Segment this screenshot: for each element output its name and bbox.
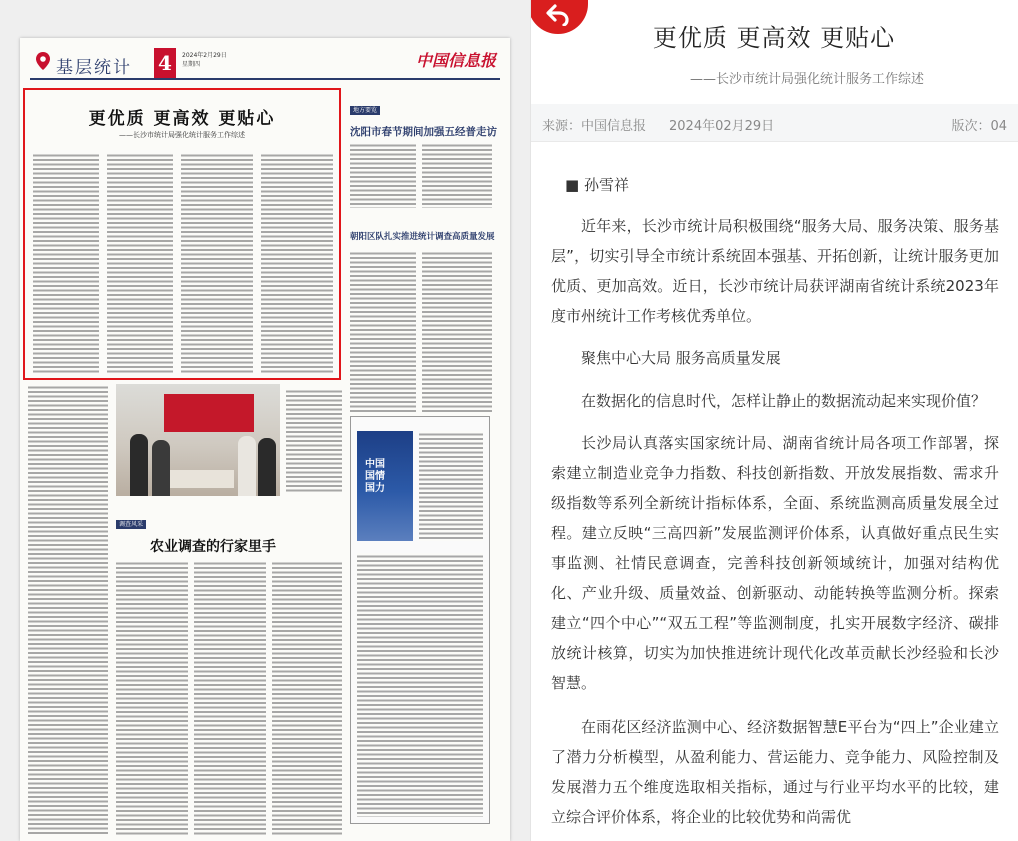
newspaper-masthead <box>30 46 500 80</box>
article-date: 2024年02月29日 <box>669 119 775 134</box>
highlighted-article-frame[interactable] <box>23 88 341 380</box>
scan-text-column <box>181 152 253 374</box>
scan-text-column <box>350 142 416 208</box>
section-name: 基层统计 <box>56 58 132 78</box>
article-meta-bar <box>531 104 1018 142</box>
scan-text-column <box>422 142 492 208</box>
article-paragraph: 在数据化的信息时代，怎样让静止的数据流动起来实现价值？ <box>581 392 987 410</box>
scan-text-column <box>422 250 492 412</box>
scan-text-column <box>107 152 173 374</box>
article-source: 来源：中国信息报 <box>542 119 647 134</box>
issue-weekday-line: 星期四 <box>182 61 201 68</box>
scan-text-column <box>33 152 99 374</box>
scan-headline-chaoyang: 朝阳区队扎实推进统计调查高质量发展 <box>350 232 495 242</box>
scan-text-column <box>194 560 266 836</box>
newspaper-logo: 中国信息报 <box>415 51 496 70</box>
article-subtitle: ——长沙市统计局强化统计服务工作综述 <box>689 72 924 87</box>
scan-text-column <box>116 560 188 836</box>
article-paragraph: 近年来，长沙市统计局积极围绕“服务大局、服务决策、服务基层”，切实引导全市统计系统固本强基、开拓创新，让统计服务更加优质、更加高效。近日，长沙市统计局获评湖南省统计系统2023年度市州统计工作考核优秀单位。 <box>551 217 999 325</box>
scan-headline-rural: 农业调查的行家里手 <box>150 539 276 555</box>
article-edition: 版次：04 <box>951 119 1007 134</box>
section-tag-local: 地方要览 <box>350 106 380 115</box>
article-reader-panel[interactable] <box>530 0 1018 841</box>
journal-cover <box>357 431 413 541</box>
scan-text-column <box>350 250 416 412</box>
page-number: 4 <box>154 48 176 78</box>
article-author: ■ 孙雪祥 <box>565 176 629 194</box>
article-paragraph: 在雨花区经济监测中心、经济数据智慧E平台为“四上”企业建立了潜力分析模型，从盈利能力、营运能力、竞争能力、风险控制及发展潜力五个维度选取相关指标，通过与行业平均水平的比较，建立综合评价体系，将企业的比较优势和尚需优 <box>551 718 999 826</box>
scan-text-column <box>272 560 342 836</box>
scan-text-column <box>286 388 342 492</box>
issue-date-line: 2024年2月29日 <box>182 52 227 59</box>
scan-article-subtitle: ——长沙市统计局强化统计服务工作综述 <box>119 131 245 139</box>
scan-text-column <box>28 384 108 834</box>
article-title: 更优质 更高效 更贴心 <box>652 24 896 52</box>
scan-text-column <box>357 553 483 817</box>
issue-date <box>182 51 227 69</box>
journal-cover-title: 中国国情国力 <box>365 459 385 494</box>
scan-headline-shenyang: 沈阳市春节期间加强五经普走访 <box>350 126 497 138</box>
article-paragraph: 长沙局认真落实国家统计局、湖南省统计局各项工作部署，探索建立制造业竞争力指数、科技创新指数、开放发展指数、需求升级指数等系列全新统计指标体系，全面、系统监测高质量发展全过程。建立反映“三高四新”发展监测评价体系，认真做好重点民生实事监测、社情民意调查，完善科技创新领域统计，加强对结构优化、产业升级、质量效益、创新驱动、动能转换等监测分析。探索建立“四个中心”“双五工程”等监测制度，扎实开展数字经济、碳排放统计核算，切实为加快推进统计现代化改革贡献长沙经验和长沙智慧。 <box>551 434 999 692</box>
article-subtitle-wrap <box>531 68 1017 87</box>
journal-advert-box <box>350 416 490 824</box>
section-tag-survey: 调查风采 <box>116 520 146 529</box>
article-body <box>551 170 999 841</box>
scan-text-column <box>419 431 483 541</box>
newspaper-sheet <box>20 38 510 841</box>
article-section-heading: 聚焦中心大局 服务高质量发展 <box>581 349 781 367</box>
scan-text-column <box>261 152 333 374</box>
location-pin-icon <box>36 52 50 70</box>
scan-article-title: 更优质 更高效 更贴心 <box>88 109 276 129</box>
news-photo <box>116 384 280 496</box>
